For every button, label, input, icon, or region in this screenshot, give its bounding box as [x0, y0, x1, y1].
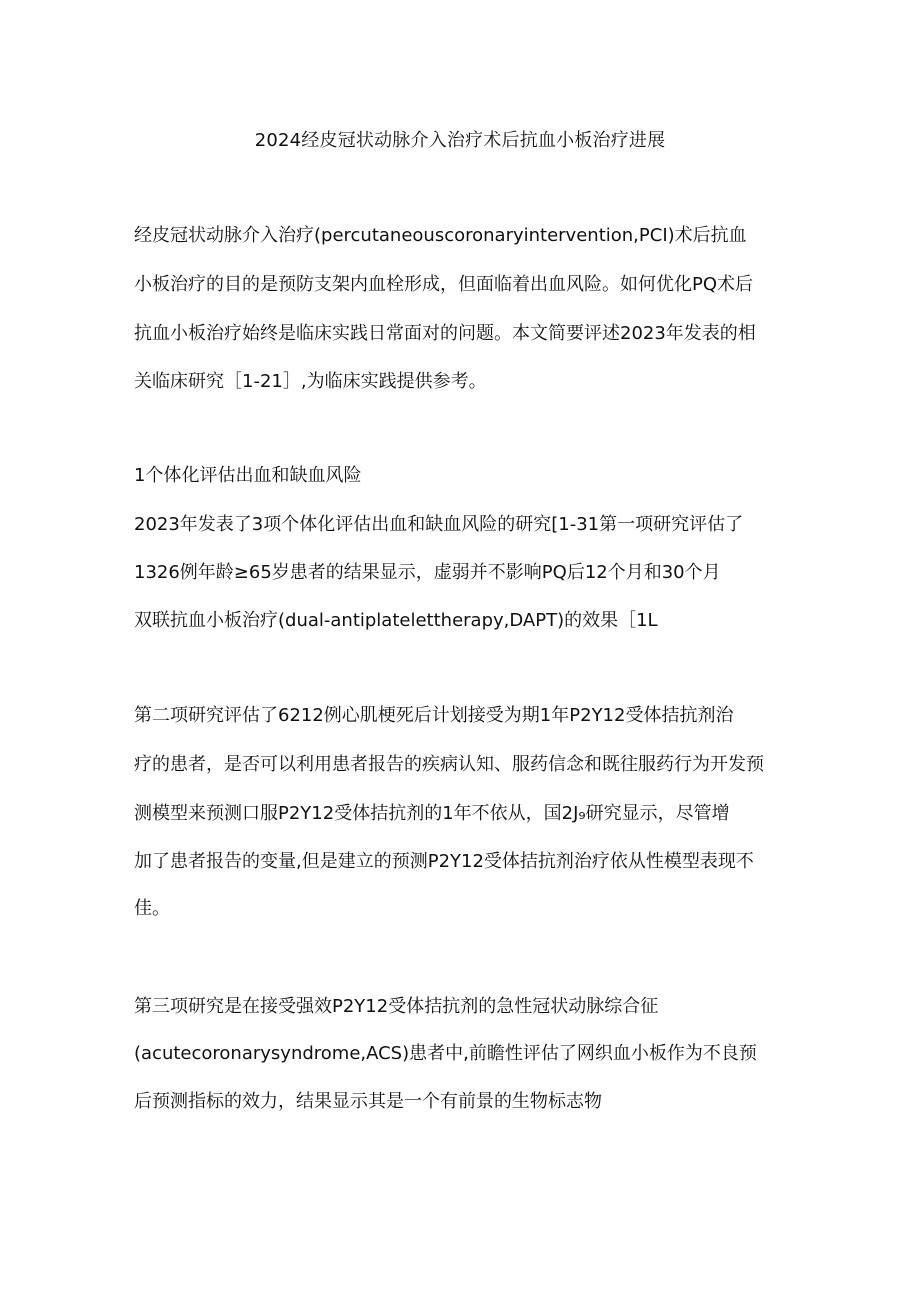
- intro-line-3: 抗血小板治疗始终是临床实践日常面对的问题。本文简要评述2023年发表的相: [134, 323, 756, 344]
- intro-line-4: 关临床研究［1-21］,为临床实践提供参考。: [134, 371, 487, 392]
- paragraph2-line-1: 第二项研究评估了6212例心肌梗死后计划接受为期1年P2Y12受体拮抗剂治: [134, 705, 734, 726]
- section1-line-3: 双联抗血小板治疗(dual-antiplatelettherapy,DAPT)的效果［1L: [134, 610, 658, 631]
- section-heading: 1个体化评估出血和缺血风险: [134, 465, 362, 486]
- paragraph2-line-2: 疗的患者，是否可以利用患者报告的疾病认知、服药信念和既往服药行为开发预: [134, 754, 764, 775]
- paragraph3-line-2: (acutecoronarysyndrome,ACS)患者中,前瞻性评估了网织血小板作为不良预: [134, 1043, 757, 1064]
- section1-line-2: 1326例年龄≥65岁患者的结果显示，虚弱并不影响PQ后12个月和30个月: [134, 562, 721, 583]
- paragraph2-line-4: 加了患者报告的变量,但是建立的预测P2Y12受体拮抗剂治疗依从性模型表现不: [134, 851, 754, 872]
- paragraph3-line-1: 第三项研究是在接受强效P2Y12受体拮抗剂的急性冠状动脉综合征: [134, 996, 659, 1017]
- paragraph3-line-3: 后预测指标的效力，结果显示其是一个有前景的生物标志物: [134, 1091, 602, 1112]
- section1-line-1: 2023年发表了3项个体化评估出血和缺血风险的研究[1-31第一项研究评估了: [134, 514, 744, 535]
- intro-line-2: 小板治疗的目的是预防支架内血栓形成，但面临着出血风险。如何优化PQ术后: [134, 274, 754, 295]
- page-title: 2024经皮冠状动脉介入治疗术后抗血小板治疗进展: [254, 130, 666, 151]
- paragraph2-line-3: 测模型来预测口服P2Y12受体拮抗剂的1年不依从，国2J₉研究显示，尽管增: [134, 803, 730, 824]
- intro-line-1: 经皮冠状动脉介入治疗(percutaneouscoronaryintervention,PCI)术后抗血: [134, 225, 747, 246]
- paragraph2-line-5: 佳。: [134, 898, 170, 919]
